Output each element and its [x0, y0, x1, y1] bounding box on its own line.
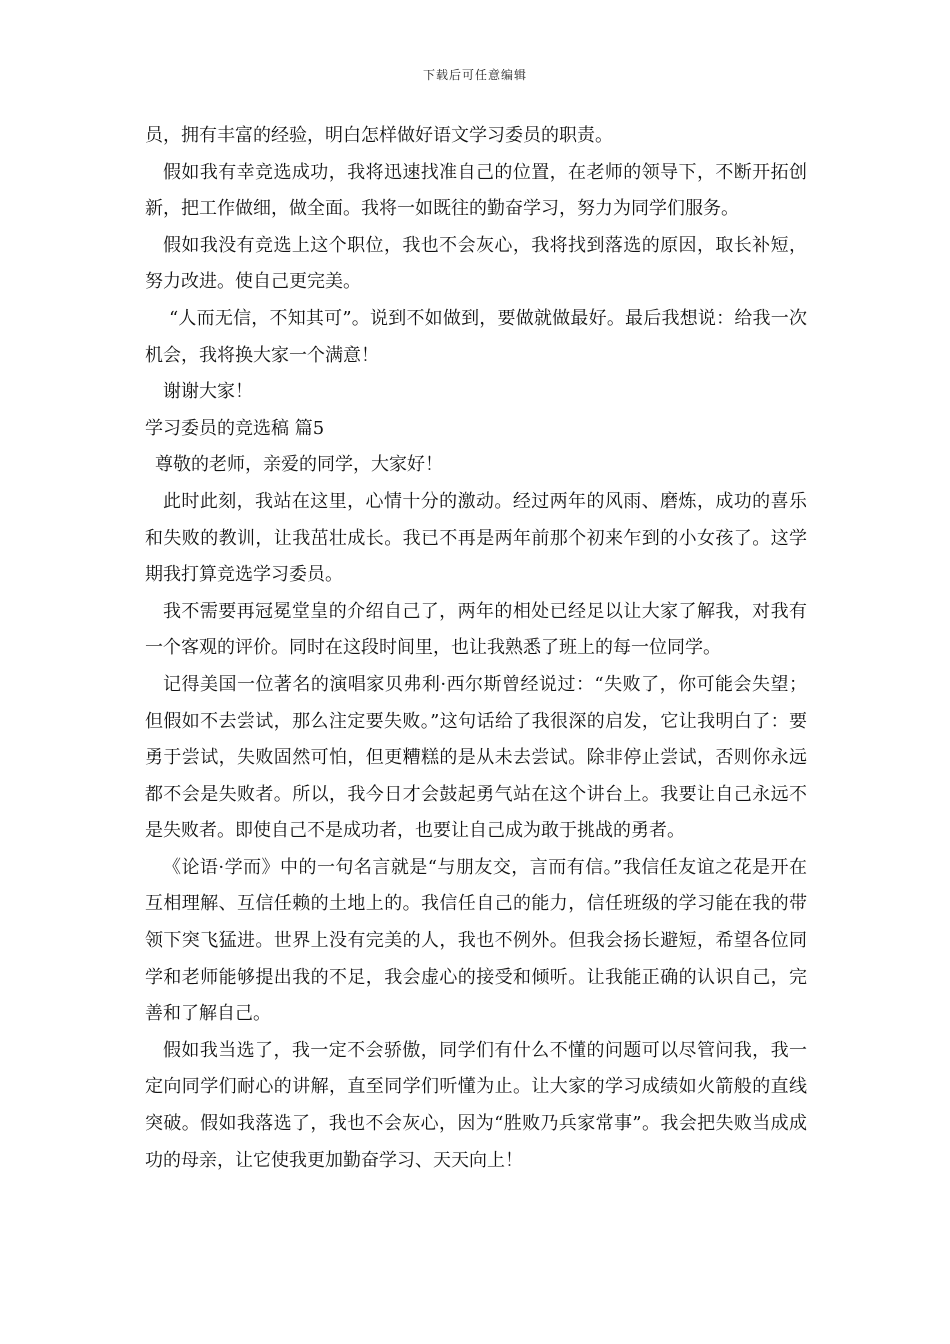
paragraph: 记得美国一位著名的演唱家贝弗利·西尔斯曾经说过：“失败了，你可能会失望；但假如不去尝试，那么注定要失败。”这句话给了我很深的启发，它让我明白了：要勇于尝试，失败固然可怕，但更糟糕的是从未去尝试。除非停止尝试，否则你永远都不会是失败者。所以，我今日才会鼓起勇气站在这个讲台上。我要让自己永远不是失败者。即使自己不是成功者，也要让自己成为敢于挑战的勇者。	[145, 673, 807, 842]
greeting: 尊敬的老师，亲爱的同学，大家好！	[155, 454, 443, 476]
paragraph: 假如我没有竞选上这个职位，我也不会灰心，我将找到落选的原因，取长补短，努力改进。使自己更完美。	[145, 234, 807, 293]
paragraph-continuation: 员，拥有丰富的经验，明白怎样做好语文学习委员的职责。	[145, 125, 613, 146]
paragraph: 我不需要再冠冕堂皇的介绍自己了，两年的相处已经足以让大家了解我，对我有一个客观的评价。同时在这段时间里，也让我熟悉了班上的每一位同学。	[145, 600, 807, 659]
paragraph: 假如我当选了，我一定不会骄傲，同学们有什么不懂的问题可以尽管问我，我一定向同学们耐心的讲解，直至同学们听懂为止。让大家的学习成绩如火箭般的直线突破。假如我落选了，我也不会灰心，因为“胜败乃兵家常事”。我会把失败当成成功的母亲，让它使我更加勤奋学习、天天向上！	[145, 1039, 807, 1171]
paragraph-thanks: 谢谢大家！	[163, 381, 253, 403]
paragraph: 《论语·学而》中的一句名言就是“与朋友交，言而有信。”我信任友谊之花是开在互相理解、互信任赖的土地上的。我信任自己的能力，信任班级的学习能在我的带领下突飞猛进。世界上没有完美的人，我也不例外。但我会扬长避短，希望各位同学和老师能够提出我的不足，我会虚心的接受和倾听。让我能正确的认识自己，完善和了解自己。	[145, 856, 807, 1025]
page-header: 下载后可任意编辑	[422, 68, 527, 82]
paragraph: 假如我有幸竞选成功，我将迅速找准自己的位置，在老师的领导下，不断开拓创新，把工作做细，做全面。我将一如既往的勤奋学习，努力为同学们服务。	[145, 161, 807, 220]
paragraph: “人而无信，不知其可”。说到不如做到，要做就做最好。最后我想说：给我一次机会，我将换大家一个满意！	[145, 307, 807, 366]
document-body	[145, 118, 807, 1179]
section-title: 学习委员的竞选稿 篇5	[145, 417, 325, 439]
paragraph: 此时此刻，我站在这里，心情十分的激动。经过两年的风雨、磨炼，成功的喜乐和失败的教训，让我茁壮成长。我已不再是两年前那个初来乍到的小女孩了。这学期我打算竞选学习委员。	[145, 490, 807, 586]
